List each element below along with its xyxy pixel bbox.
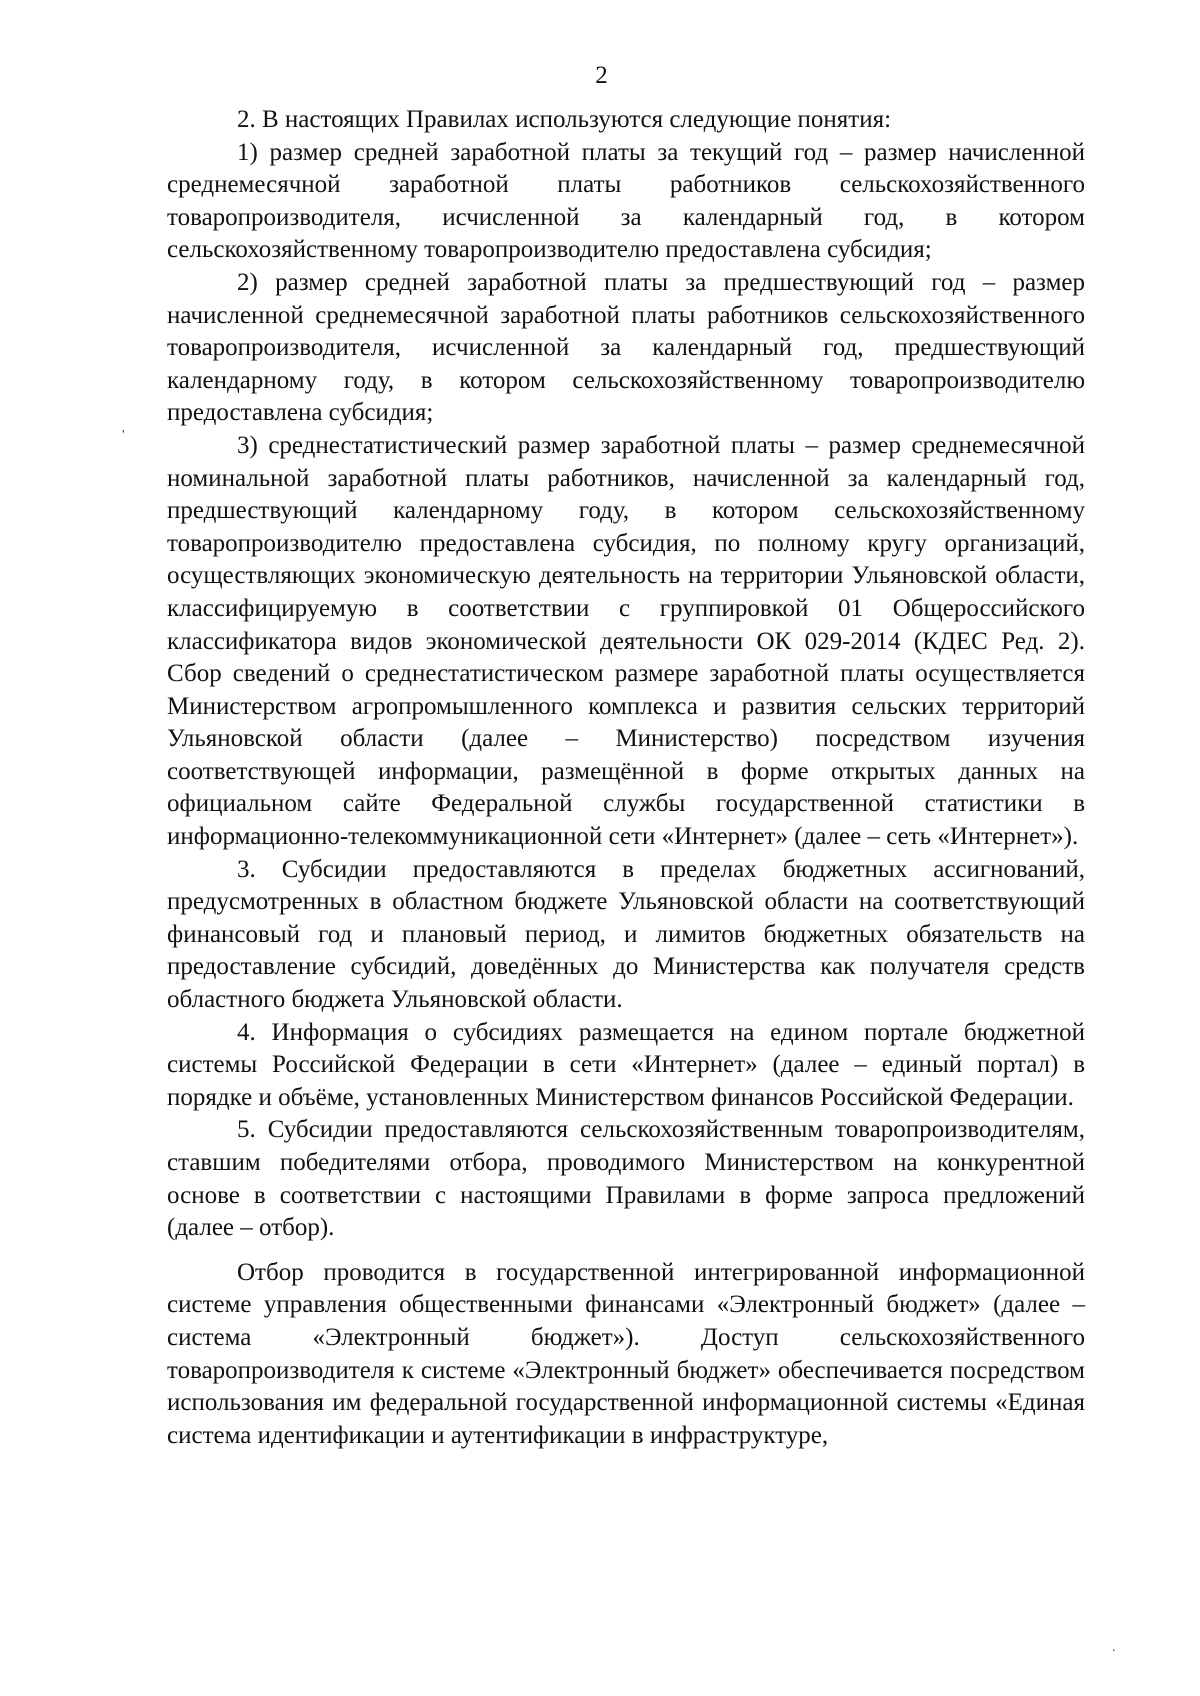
scan-speck: .	[1112, 1640, 1116, 1655]
paragraph-definition-3: 3) среднестатистический размер заработной платы – размер среднемесячной номинальной заработной платы работников, начисленной за календарный год, предшествующий календарному году, в котором сельскохозяйственному товаропроизводителю предоставлена субсидия, по полному кругу организаций, осуществляющих экономическую деятельность на территории Ульяновской области, классифицируемую в соответствии с группировкой 01 Общероссийского классификатора видов экономической деятельности ОК 029-2014 (КДЕС Ред. 2). Сбор сведений о среднестатистическом размере заработной платы осуществляется Министерством агропромышленного комплекса и развития сельских территорий Ульяновской области (далее – Министерство) посредством изучения соответствующей информации, размещённой в форме открытых данных на официальном сайте Федеральной службы государственной статистики в информационно-телекоммуникационной сети «Интернет» (далее – сеть «Интернет»).	[167, 431, 1085, 851]
paragraph-clause-5: 5. Субсидии предоставляются сельскохозяйственным товаропроизводителям, ставшим победителями отбора, проводимого Министерством на конкурентной основе в соответствии с настоящими Правилами в форме запроса предложений (далее – отбор).	[167, 1116, 1085, 1242]
paragraph-definition-1: 1) размер средней заработной платы за текущий год – размер начисленной среднемесячной заработной платы работников сельскохозяйственного товаропроизводителя, исчисленной за календарный год, в котором сельскохозяйственному товаропроизводителю предоставлена субсидия;	[167, 138, 1085, 264]
paragraph-selection-system: Отбор проводится в государственной интегрированной информационной системе управления общественными финансами «Электронный бюджет» (далее – система «Электронный бюджет»). Доступ сельскохозяйственного товаропроизводителя к системе «Электронный бюджет» обеспечивается посредством использования им федеральной государственной информационной системы «Единая система идентификации и аутентификации в инфраструктуре,	[167, 1258, 1085, 1449]
paragraph-clause-2: 2. В настоящих Правилах используются следующие понятия:	[237, 106, 892, 133]
page-number: 2	[595, 62, 608, 89]
scan-speck: '	[122, 428, 125, 443]
document-body	[167, 104, 1085, 1452]
paragraph-clause-3: 3. Субсидии предоставляются в пределах бюджетных ассигнований, предусмотренных в областном бюджете Ульяновской области на соответствующий финансовый год и плановый период, и лимитов бюджетных обязательств на предоставление субсидий, доведённых до Министерства как получателя средств областного бюджета Ульяновской области.	[167, 855, 1085, 1014]
paragraph-definition-2: 2) размер средней заработной платы за предшествующий год – размер начисленной среднемесячной заработной платы работников сельскохозяйственного товаропроизводителя, исчисленной за календарный год, предшествующий календарному году, в котором сельскохозяйственному товаропроизводителю предоставлена субсидия;	[167, 268, 1085, 427]
paragraph-clause-4: 4. Информация о субсидиях размещается на едином портале бюджетной системы Российской Федерации в сети «Интернет» (далее – единый портал) в порядке и объёме, установленных Министерством финансов Российской Федерации.	[167, 1018, 1085, 1111]
